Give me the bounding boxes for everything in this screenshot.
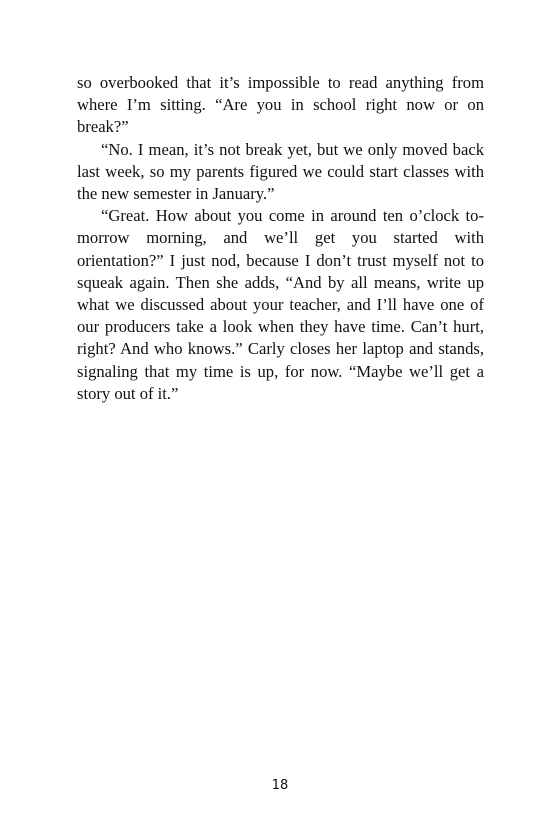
paragraph-dialogue-reply: “No. I mean, it’s not break yet, but we only moved back last week, so my parents figured we could start classes with the new semester in January.” — [77, 139, 484, 204]
page-number: 18 — [271, 778, 289, 793]
paragraph-orientation: “Great. How about you come in around ten o’clock tomorrow morning, and we’ll get you started with orientation?” I just nod, because I don’t trust myself not to squeak again. Then she adds, “And by all means, write up what we discussed about your teacher, and I’ll have one of our producers take a look when they have time. Can’t hurt, right? And who knows.” Carly closes her laptop and stands, signaling that my time is up, for now. “Maybe we’ll get a story out of it.” — [77, 206, 484, 403]
paragraph-continued: so overbooked that it’s impossible to read anything from where I’m sitting. “Are you in school right now or on break?” — [77, 73, 484, 137]
body-text — [77, 72, 484, 405]
